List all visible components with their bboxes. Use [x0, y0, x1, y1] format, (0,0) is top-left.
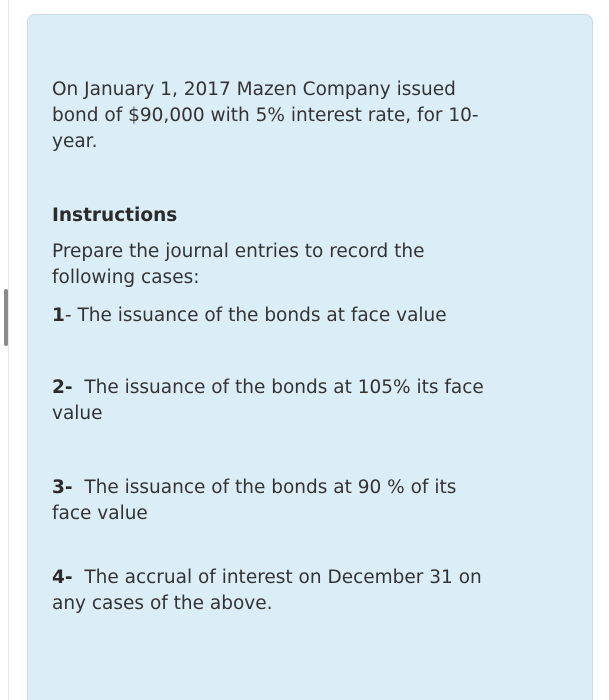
scrollbar-thumb[interactable] — [4, 289, 8, 346]
case-item-1 — [52, 303, 552, 329]
case-number: 3- — [52, 477, 73, 498]
instructions-text: Prepare the journal entries to record the following cases: — [52, 241, 425, 288]
case-item-3 — [52, 475, 552, 527]
case-text: The issuance of the bonds at 105% its face value — [52, 377, 484, 424]
case-item-4 — [52, 565, 552, 617]
case-text: The issuance of the bonds at 90 % of its face value — [52, 477, 457, 524]
question-card — [27, 14, 593, 700]
case-number: 2- — [52, 377, 73, 398]
case-separator — [73, 377, 85, 398]
question-intro: On January 1, 2017 Mazen Company issued bond of $90,000 with 5% interest rate, for 10- year. — [52, 79, 479, 152]
case-number: 4- — [52, 567, 73, 588]
left-divider — [8, 0, 9, 700]
case-item-2 — [52, 375, 552, 427]
case-text: The accrual of interest on December 31 on any cases of the above. — [52, 567, 482, 614]
case-text: The issuance of the bonds at face value — [77, 305, 447, 326]
case-separator — [73, 477, 85, 498]
case-number: 1 — [52, 305, 65, 326]
case-separator — [73, 567, 85, 588]
case-separator: - — [64, 305, 78, 326]
instructions-heading: Instructions — [52, 205, 178, 226]
